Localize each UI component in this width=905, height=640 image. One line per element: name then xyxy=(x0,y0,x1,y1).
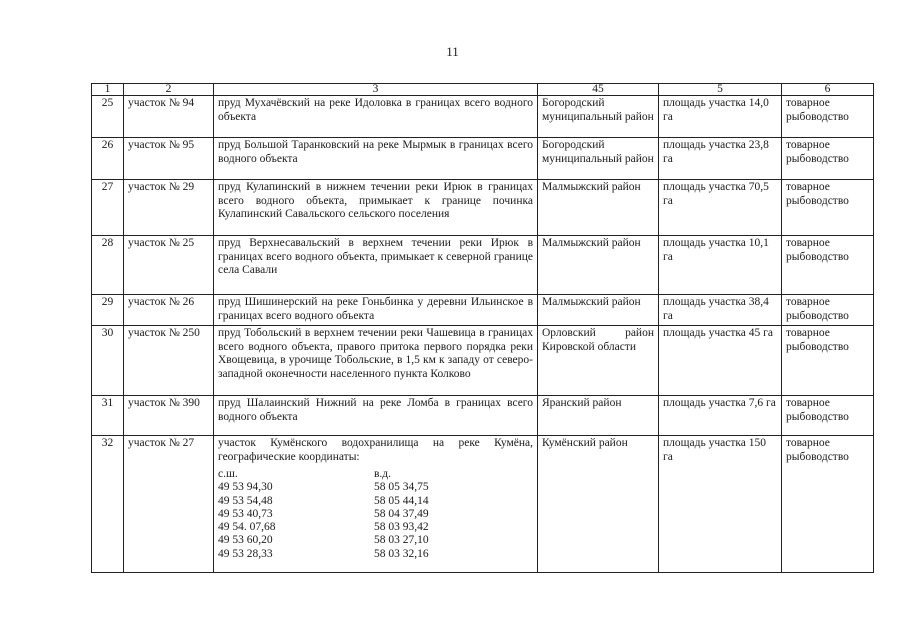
plot-description: пруд Большой Таранковский на реке Мырмык в границах всего водного объекта xyxy=(214,138,538,180)
plot-id: участок № 250 xyxy=(124,326,214,396)
purpose: товарное рыбоводство xyxy=(782,96,874,138)
coordinate-row xyxy=(218,495,533,508)
purpose: товарное рыбоводство xyxy=(782,326,874,396)
district: Яранский район xyxy=(538,396,659,436)
longitude: 58 03 93,42 xyxy=(374,521,429,534)
plot-description: пруд Кулапинский в нижнем течении реки Ирюк в границах всего водного объекта, примыкает к границе починка Кулапинский Савальского сельского поселения xyxy=(214,180,538,236)
district: Кумёнский район xyxy=(538,436,659,573)
plot-description: пруд Мухачёвский на реке Идоловка в границах всего водного объекта xyxy=(214,96,538,138)
table-row xyxy=(92,180,874,236)
plot-id: участок № 390 xyxy=(124,396,214,436)
district: Орловский район Кировской области xyxy=(538,326,659,396)
purpose: товарное рыбоводство xyxy=(782,436,874,573)
column-header: 1 xyxy=(92,84,124,96)
district: Богородский муниципальный район xyxy=(538,96,659,138)
latitude: 49 53 40,73 xyxy=(218,507,273,520)
plot-area: площадь участка 23,8 га xyxy=(659,138,782,180)
row-number: 25 xyxy=(92,96,124,138)
coordinates-header xyxy=(218,468,533,481)
plot-id: участок № 25 xyxy=(124,236,214,295)
coordinate-row xyxy=(218,548,533,561)
column-header: 45 xyxy=(538,84,659,96)
table-row xyxy=(92,326,874,396)
coordinate-row xyxy=(218,521,533,534)
plot-area: площадь участка 10,1 га xyxy=(659,236,782,295)
longitude: 58 03 27,10 xyxy=(374,534,429,547)
purpose: товарное рыбоводство xyxy=(782,396,874,436)
plot-description: пруд Шалаинский Нижний на реке Ломба в границах всего водного объекта xyxy=(214,396,538,436)
column-header: 2 xyxy=(124,84,214,96)
table-row xyxy=(92,436,874,573)
district: Малмыжский район xyxy=(538,180,659,236)
column-header: 6 xyxy=(782,84,874,96)
coordinates-list xyxy=(218,468,533,561)
row-number: 31 xyxy=(92,396,124,436)
latitude: 49 54. 07,68 xyxy=(218,521,276,534)
row-number: 28 xyxy=(92,236,124,295)
plot-id: участок № 29 xyxy=(124,180,214,236)
latitude: 49 53 60,20 xyxy=(218,534,273,547)
district: Малмыжский район xyxy=(538,295,659,326)
purpose: товарное рыбоводство xyxy=(782,236,874,295)
plot-area: площадь участка 150 га xyxy=(659,436,782,573)
longitude: 58 03 32,16 xyxy=(374,547,429,560)
plot-id: участок № 26 xyxy=(124,295,214,326)
plot-description: участок Кумёнского водохранилища на реке Кумёна, географические координаты: xyxy=(218,437,533,463)
column-header: 5 xyxy=(659,84,782,96)
latitude: 49 53 94,30 xyxy=(218,481,273,494)
purpose: товарное рыбоводство xyxy=(782,180,874,236)
purpose: товарное рыбоводство xyxy=(782,138,874,180)
coordinate-row xyxy=(218,508,533,521)
purpose: товарное рыбоводство xyxy=(782,295,874,326)
plot-area: площадь участка 7,6 га xyxy=(659,396,782,436)
row-number: 26 xyxy=(92,138,124,180)
longitude: 58 04 37,49 xyxy=(374,507,429,520)
latitude-header: с.ш. xyxy=(218,468,238,480)
plot-id: участок № 95 xyxy=(124,138,214,180)
table-row xyxy=(92,96,874,138)
longitude: 58 05 44,14 xyxy=(374,494,429,507)
plot-area: площадь участка 14,0 га xyxy=(659,96,782,138)
plot-area: площадь участка 70,5 га xyxy=(659,180,782,236)
table-row xyxy=(92,236,874,295)
plot-area: площадь участка 38,4 га xyxy=(659,295,782,326)
plot-description: пруд Верхнесавальский в верхнем течении реки Ирюк в границах всего водного объекта, примыкает к северной границе села Савали xyxy=(214,236,538,295)
row-number: 32 xyxy=(92,436,124,573)
column-header: 3 xyxy=(214,84,538,96)
table-header-row xyxy=(92,84,874,96)
plot-description: пруд Шишинерский на реке Гоньбинка у деревни Ильинское в границах всего водного объекта xyxy=(214,295,538,326)
district: Богородский муниципальный район xyxy=(538,138,659,180)
row-number: 29 xyxy=(92,295,124,326)
plot-description: пруд Тобольский в верхнем течении реки Чашевица в границах всего водного объекта, правого притока первого порядка реки Хвощевица, в урочище Тобольские, в 1,5 км к западу от северо-западной оконечности населенного пункта Колково xyxy=(214,326,538,396)
water-plots-table xyxy=(91,83,874,573)
plot-description-cell xyxy=(214,436,538,573)
longitude-header: в.д. xyxy=(374,468,392,480)
plot-id: участок № 27 xyxy=(124,436,214,573)
table-row xyxy=(92,396,874,436)
row-number: 30 xyxy=(92,326,124,396)
coordinate-row xyxy=(218,534,533,547)
longitude: 58 05 34,75 xyxy=(374,481,429,494)
row-number: 27 xyxy=(92,180,124,236)
table-row xyxy=(92,295,874,326)
district: Малмыжский район xyxy=(538,236,659,295)
page-number: 11 xyxy=(446,44,459,59)
coordinate-row xyxy=(218,481,533,494)
latitude: 49 53 54,48 xyxy=(218,494,273,507)
table-row xyxy=(92,138,874,180)
plot-area: площадь участка 45 га xyxy=(659,326,782,396)
plot-id: участок № 94 xyxy=(124,96,214,138)
latitude: 49 53 28,33 xyxy=(218,547,273,560)
